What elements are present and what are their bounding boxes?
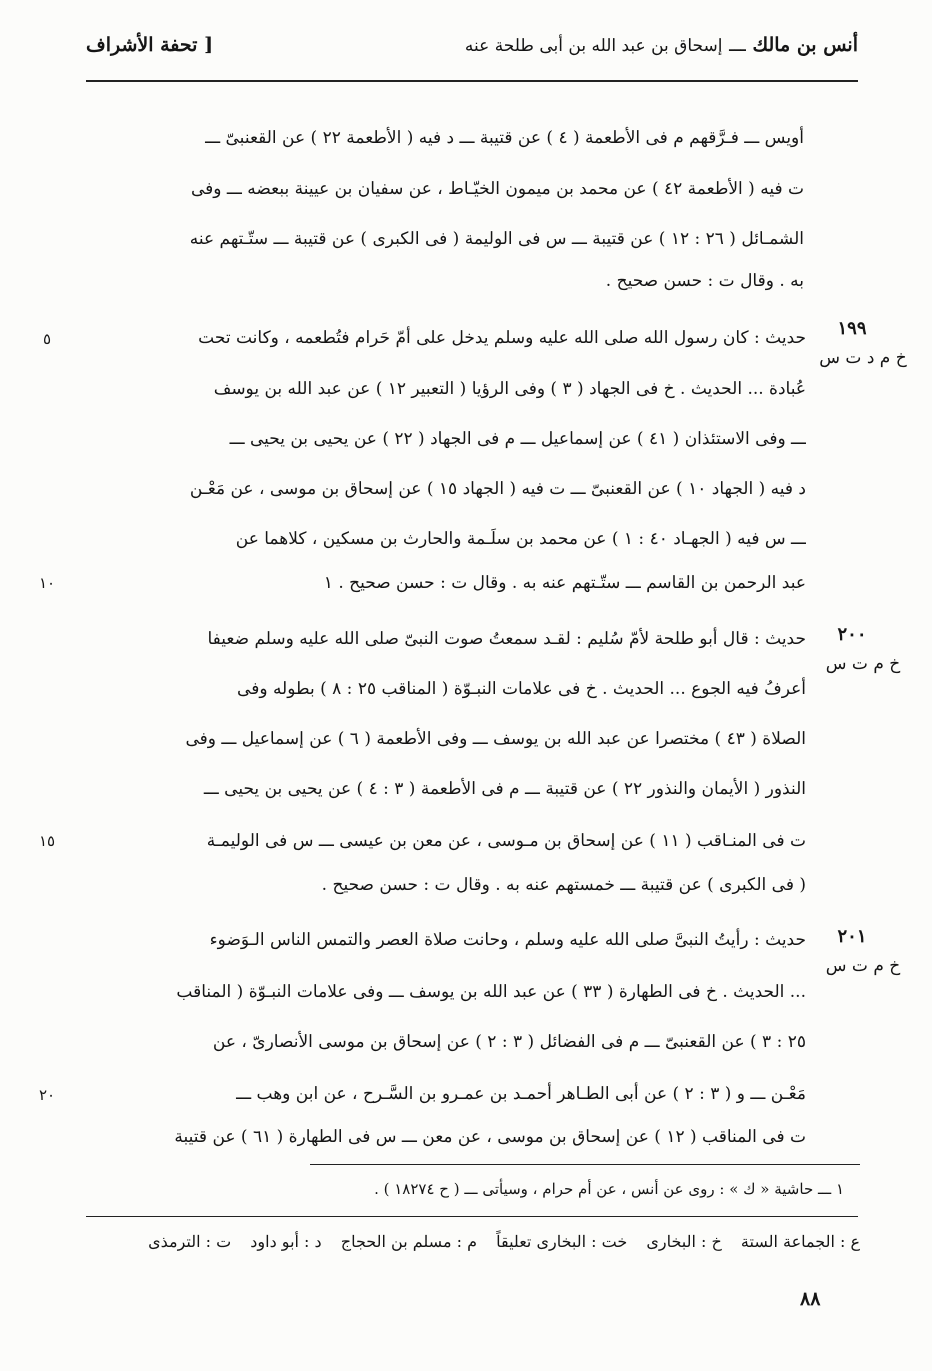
text-line: ت فى المنـاقب ( ١١ ) عن إسحاق بن مـوسى ، عن معن بن عيسى ـــ س فى الوليمـة bbox=[206, 831, 806, 851]
abbreviation: ع : الجماعة الستة bbox=[740, 1232, 860, 1251]
text-line: د فيه ( الجهاد ١٠ ) عن القعنبىّ ـــ ت فيه ( الجهاد ١٥ ) عن إسحاق بن موسى ، عن مَعْـن bbox=[189, 479, 806, 499]
page-number: ٨٨ bbox=[800, 1288, 821, 1310]
text-line: ٢٥ : ٣ ) عن القعنبىّ ـــ م فى الفضائل ( ٣ : ٢ ) عن إسحاق بن موسى الأنصارىّ ، عن bbox=[212, 1032, 806, 1052]
line-number: ١٠ bbox=[38, 574, 56, 592]
text-line: ـــ وفى الاستئذان ( ٤١ ) عن إسماعيل ـــ م فى الجهاد ( ٢٢ ) عن يحيى بن يحيى ـــ bbox=[229, 429, 806, 449]
text-line: به . وقال ت : حسن صحيح . bbox=[605, 271, 804, 291]
text-line: حديث : رأيتُ النبىَّ صلى الله عليه وسلم ، وحانت صلاة العصر والتمس الناس الـوَضوء bbox=[209, 930, 806, 950]
abbreviation: ت : الترمذى bbox=[148, 1232, 232, 1251]
abbreviation: خت : البخارى تعليقاً bbox=[496, 1232, 628, 1251]
abbreviations-rule bbox=[86, 1216, 858, 1217]
text-line: عُبادة ... الحديث . خ فى الجهاد ( ٣ ) وفى الرؤيا ( التعبير ١٢ ) عن عبد الله بن يوسف bbox=[213, 379, 806, 399]
header-author: أنس بن مالك bbox=[752, 34, 858, 56]
hadith-number: ١٩٩ bbox=[837, 318, 867, 339]
footnote: ١ ـــ حاشية « ك » : روى عن أنس ، عن أم حرام ، وسيأتى ـــ ( ح ١٨٢٧٤ ) . bbox=[374, 1180, 844, 1198]
text-line: الشمـائل ( ٢٦ : ١٢ ) عن قتيبة ـــ س فى الوليمة ( فى الكبرى ) عن قتيبة ـــ ستّـتهم عنه bbox=[189, 229, 804, 249]
text-line: ـــ س فيه ( الجهـاد ٤٠ : ١ ) عن محمد بن سلَـمة والحارث بن مسكين ، كلاهما عن bbox=[235, 529, 806, 549]
header-chain: إسحاق بن عبد الله بن أبى طلحة عنه bbox=[464, 36, 723, 56]
abbreviation: م : مسلم بن الحجاج bbox=[340, 1232, 477, 1251]
text-line: ... الحديث . خ فى الطهارة ( ٣٣ ) عن عبد الله بن يوسف ـــ وفى علامات النبـوّة ( المناقب bbox=[176, 982, 806, 1002]
text-line: أعرفُ فيه الجوع ... الحديث . خ فى علامات النبـوّة ( المناقب ٢٥ : ٨ ) بطوله وفى bbox=[237, 679, 806, 699]
abbreviation: د : أبو داود bbox=[250, 1232, 322, 1251]
hadith-number: ٢٠٠ bbox=[837, 624, 867, 645]
text-line: أويس ـــ فـرَّقهم م فى الأطعمة ( ٤ ) عن قتيبة ـــ د فيه ( الأطعمة ٢٢ ) عن القعنبىّ ـــ bbox=[205, 128, 804, 148]
text-line: مَعْـن ـــ و ( ٣ : ٢ ) عن أبى الطـاهر أحمـد بن عمـرو بن السَّـرح ، عن ابن وهب ـــ bbox=[236, 1084, 806, 1104]
text-line: ت فيه ( الأطعمة ٤٢ ) عن محمد بن ميمون الخيّـاط ، عن سفيان بن عيينة ببعضه ـــ وفى bbox=[191, 179, 804, 199]
text-line: ت فى المناقب ( ١٢ ) عن إسحاق بن موسى ، عن معن ـــ س فى الطهارة ( ٦١ ) عن قتيبة bbox=[174, 1127, 806, 1147]
running-header bbox=[86, 34, 858, 82]
hadith-sigla: خ م د ت س bbox=[819, 348, 907, 368]
text-line: حديث : قال أبو طلحة لأمّ سُليم : لقـد سمعتُ صوت النبىّ صلى الله عليه وسلم ضعيفا bbox=[207, 629, 806, 649]
abbreviation: خ : البخارى bbox=[646, 1232, 722, 1251]
header-book-title: [ تحفة الأشراف bbox=[86, 34, 214, 56]
line-number: ١٥ bbox=[38, 832, 56, 850]
hadith-sigla: خ م ت س bbox=[825, 956, 901, 976]
header-separator: ـــ bbox=[729, 34, 746, 56]
hadith-sigla: خ م ت س bbox=[825, 654, 901, 674]
text-line: النذور ( الأيمان والنذور ٢٢ ) عن قتيبة ـــ م فى الأطعمة ( ٣ : ٤ ) عن يحيى بن يحيى ـــ bbox=[203, 779, 806, 799]
text-line: عبد الرحمن بن القاسم ـــ ستّـتهم عنه به . وقال ت : حسن صحيح . ١ bbox=[323, 573, 806, 593]
text-line: الصلاة ( ٤٣ ) مختصرا عن عبد الله بن يوسف ـــ وفى الأطعمة ( ٦ ) عن إسماعيل ـــ وفى bbox=[185, 729, 806, 749]
hadith-number: ٢٠١ bbox=[837, 926, 867, 947]
header-right bbox=[465, 34, 858, 56]
footnote-rule bbox=[310, 1164, 860, 1165]
abbreviations-key bbox=[134, 1232, 860, 1251]
line-number: ٢٠ bbox=[38, 1086, 56, 1104]
text-line: ( فى الكبرى ) عن قتيبة ـــ خمستهم عنه به . وقال ت : حسن صحيح . bbox=[321, 875, 806, 895]
text-line: حديث : كان رسول الله صلى الله عليه وسلم يدخل على أمّ حَرام فتُطعمه ، وكانت تحت bbox=[198, 328, 806, 348]
line-number: ٥ bbox=[42, 330, 52, 348]
